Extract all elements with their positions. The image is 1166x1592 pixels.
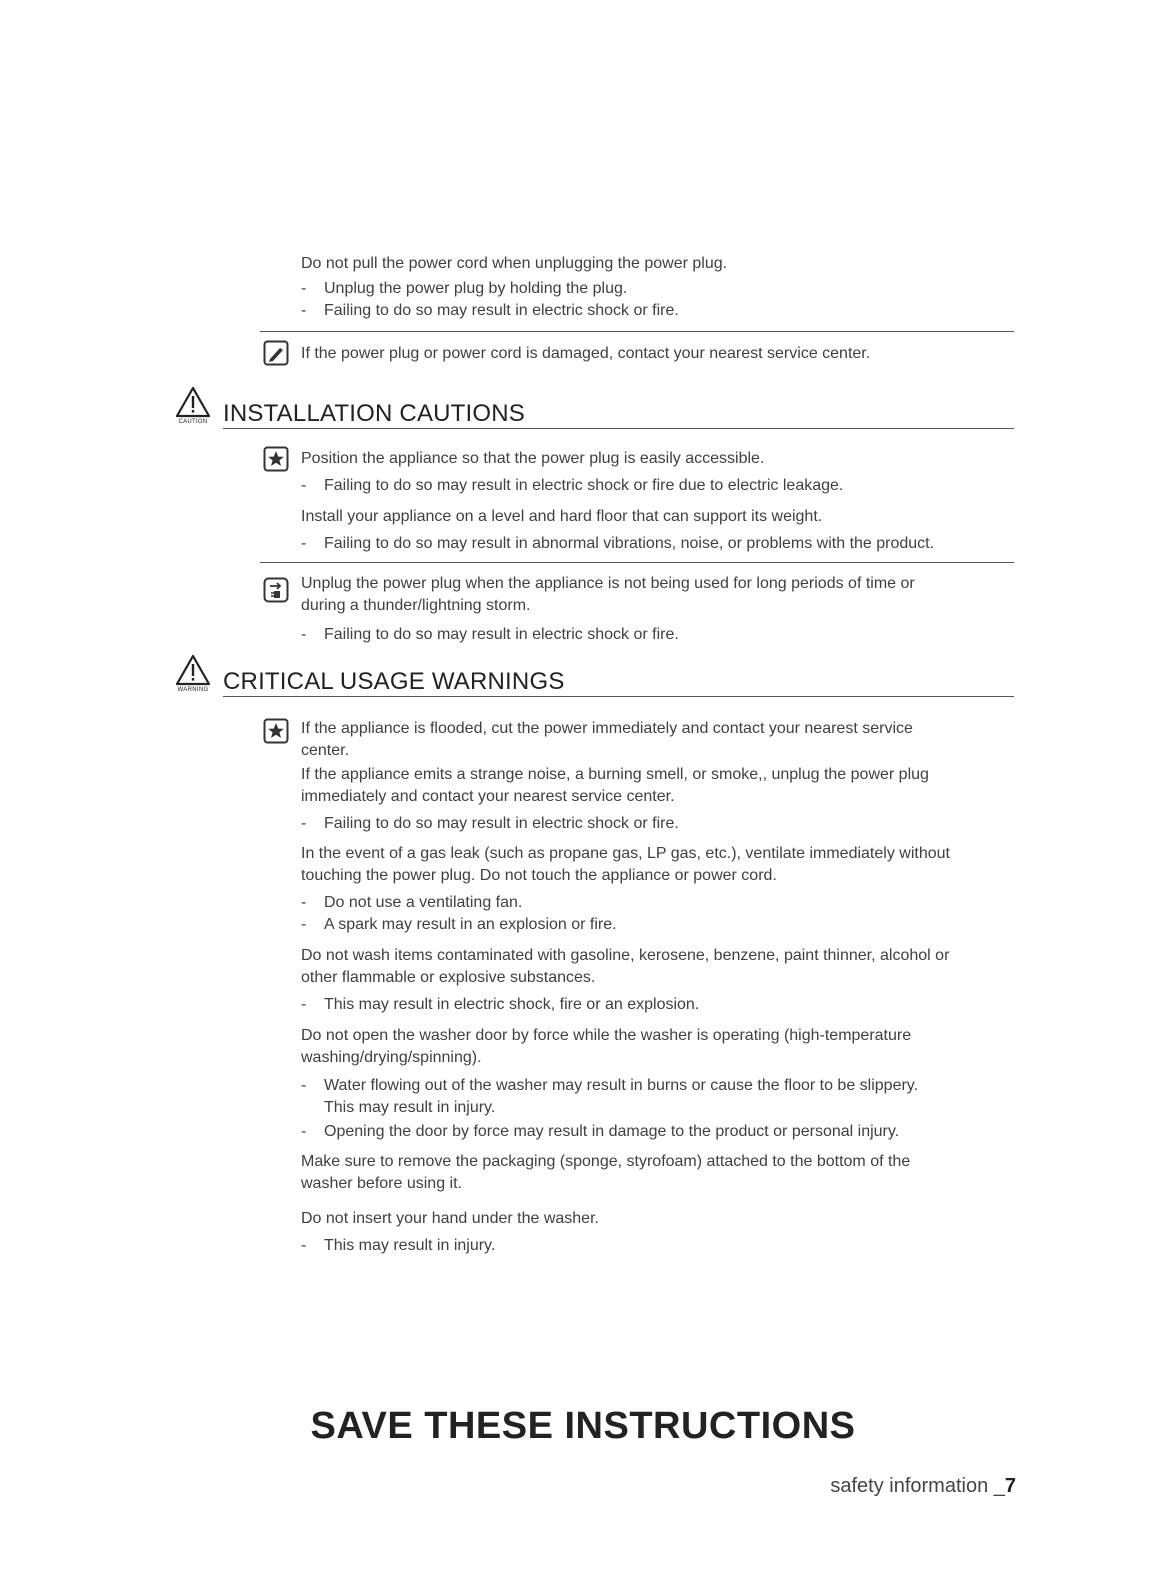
bullet-dash: - <box>301 1077 307 1094</box>
caution-triangle-icon <box>175 386 211 430</box>
paragraph: In the event of a gas leak (such as propane gas, LP gas, etc.), ventilate immediately without <box>301 845 950 862</box>
warning-badge-label: WARNING <box>177 687 209 693</box>
paragraph: other flammable or explosive substances. <box>301 969 596 986</box>
bullet-dash: - <box>301 280 307 297</box>
tool-note-icon <box>263 340 289 366</box>
bullet-text: Opening the door by force may result in damage to the product or personal injury. <box>324 1123 900 1140</box>
paragraph: Unplug the power plug when the appliance is not being used for long periods of time or <box>301 575 915 592</box>
page-footer <box>830 1474 1016 1498</box>
bullet-text: Failing to do so may result in electric shock or fire due to electric leakage. <box>324 477 844 494</box>
bullet-dash: - <box>301 535 307 552</box>
paragraph: Do not insert your hand under the washer. <box>301 1210 599 1227</box>
paragraph: washing/drying/spinning). <box>301 1049 482 1066</box>
bullet-text: Unplug the power plug by holding the plug. <box>324 280 628 297</box>
paragraph: If the appliance emits a strange noise, a burning smell, or smoke,, unplug the power plug <box>301 766 929 783</box>
paragraph: touching the power plug. Do not touch the appliance or power cord. <box>301 867 777 884</box>
bullet-dash: - <box>301 894 307 911</box>
paragraph: immediately and contact your nearest service center. <box>301 788 675 805</box>
star-box-icon <box>263 446 289 472</box>
section-heading-critical: CRITICAL USAGE WARNINGS <box>223 668 565 695</box>
save-instructions-title: SAVE THESE INSTRUCTIONS <box>310 1405 856 1447</box>
bullet-text: Water flowing out of the washer may result in burns or cause the floor to be slippery. <box>324 1077 919 1094</box>
unplug-icon <box>263 577 289 603</box>
bullet-dash: - <box>301 626 307 643</box>
bullet-dash: - <box>301 477 307 494</box>
bullet-text: Failing to do so may result in electric shock or fire. <box>324 815 679 832</box>
note-text: If the power plug or power cord is damaged, contact your nearest service center. <box>301 345 871 362</box>
bullet-text: A spark may result in an explosion or fire. <box>324 916 617 933</box>
paragraph: center. <box>301 742 350 759</box>
bullet-dash: - <box>301 302 307 319</box>
paragraph: Do not pull the power cord when unplugging the power plug. <box>301 255 728 272</box>
paragraph: washer before using it. <box>301 1175 462 1192</box>
bullet-text-continued: This may result in injury. <box>324 1099 496 1116</box>
bullet-dash: - <box>301 1123 307 1140</box>
bullet-text: Failing to do so may result in abnormal vibrations, noise, or problems with the product. <box>324 535 935 552</box>
footer-section: safety information _ <box>830 1475 1005 1497</box>
divider <box>260 331 1014 332</box>
bullet-text: This may result in injury. <box>324 1237 496 1254</box>
warning-triangle-icon <box>175 654 211 698</box>
section-heading-rule <box>223 428 1014 429</box>
section-heading-rule <box>223 696 1014 697</box>
section-heading-installation: INSTALLATION CAUTIONS <box>223 400 526 427</box>
paragraph: Make sure to remove the packaging (sponge, styrofoam) attached to the bottom of the <box>301 1153 911 1170</box>
bullet-text: This may result in electric shock, fire or an explosion. <box>324 996 700 1013</box>
page-number: 7 <box>1004 1475 1016 1497</box>
paragraph: Do not wash items contaminated with gasoline, kerosene, benzene, paint thinner, alcohol or <box>301 947 950 964</box>
caution-badge-label: CAUTION <box>178 419 208 425</box>
paragraph: Do not open the washer door by force while the washer is operating (high-temperature <box>301 1027 912 1044</box>
star-box-icon <box>263 718 289 744</box>
paragraph: during a thunder/lightning storm. <box>301 597 531 614</box>
paragraph: If the appliance is flooded, cut the power immediately and contact your nearest service <box>301 720 913 737</box>
bullet-text: Do not use a ventilating fan. <box>324 894 523 911</box>
divider <box>260 562 1014 563</box>
bullet-text: Failing to do so may result in electric shock or fire. <box>324 626 679 643</box>
bullet-text: Failing to do so may result in electric shock or fire. <box>324 302 679 319</box>
bullet-dash: - <box>301 815 307 832</box>
bullet-dash: - <box>301 996 307 1013</box>
paragraph: Position the appliance so that the power plug is easily accessible. <box>301 450 765 467</box>
bullet-dash: - <box>301 916 307 933</box>
paragraph: Install your appliance on a level and hard floor that can support its weight. <box>301 508 823 525</box>
bullet-dash: - <box>301 1237 307 1254</box>
